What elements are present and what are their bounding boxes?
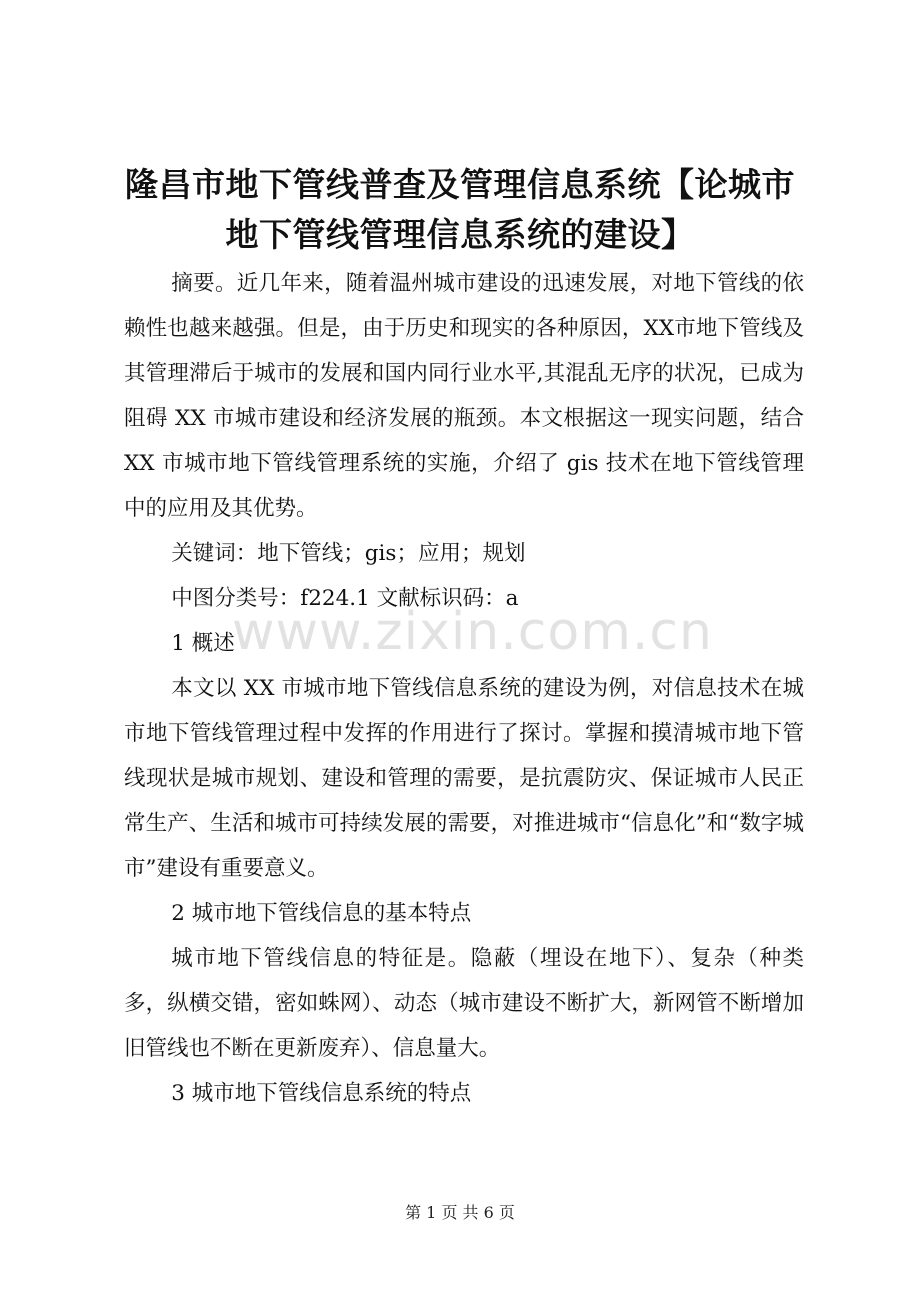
classification-line: 中图分类号：f224.1 文献标识码：a	[171, 586, 519, 611]
page-footer: 第 1 页 共 6 页	[405, 1203, 515, 1222]
watermark-text: www.zixin.com.cn	[232, 602, 713, 662]
title-line-1: 隆昌市地下管线普查及管理信息系统【论城市	[125, 165, 795, 204]
body-paragraph: 城市地下管线信息的特征是。隐蔽（埋设在地下）、复杂（种类多，纵横交错，密如蛛网）、动态（城市建设不断扩大，新网管不断增加旧管线也不断在更新废弃）、信息量大。	[124, 946, 804, 1061]
abstract-paragraph: 摘要。近几年来，随着温州城市建设的迅速发展，对地下管线的依赖性也越来越强。但是，由于历史和现实的各种原因，XX市地下管线及其管理滞后于城市的发展和国内同行业水平,其混乱无序的状况，已成为阻碍 XX 市城市建设和经济发展的瓶颈。本文根据这一现实问题，结合 XX 市城市地下管线管理系统的实施，介绍了 gis 技术在地下管线管理中的应用及其优势。	[124, 271, 804, 521]
document-body	[124, 261, 804, 1116]
keywords-line: 关键词：地下管线；gis；应用；规划	[171, 541, 526, 566]
section-heading-2: 2 城市地下管线信息的基本特点	[171, 901, 472, 926]
section-heading-3: 3 城市地下管线信息系统的特点	[171, 1081, 472, 1106]
title-line-2: 地下管线管理信息系统的建设】	[225, 215, 695, 254]
body-paragraph: 本文以 XX 市城市地下管线信息系统的建设为例，对信息技术在城市地下管线管理过程中发挥的作用进行了探讨。掌握和摸清城市地下管线现状是城市规划、建设和管理的需要，是抗震防灾、保证城市人民正常生产、生活和城市可持续发展的需要，对推进城市“信息化”和“数字城市”建设有重要意义。	[124, 676, 804, 881]
document-title	[110, 160, 810, 260]
section-heading-1: 1 概述	[171, 631, 235, 656]
